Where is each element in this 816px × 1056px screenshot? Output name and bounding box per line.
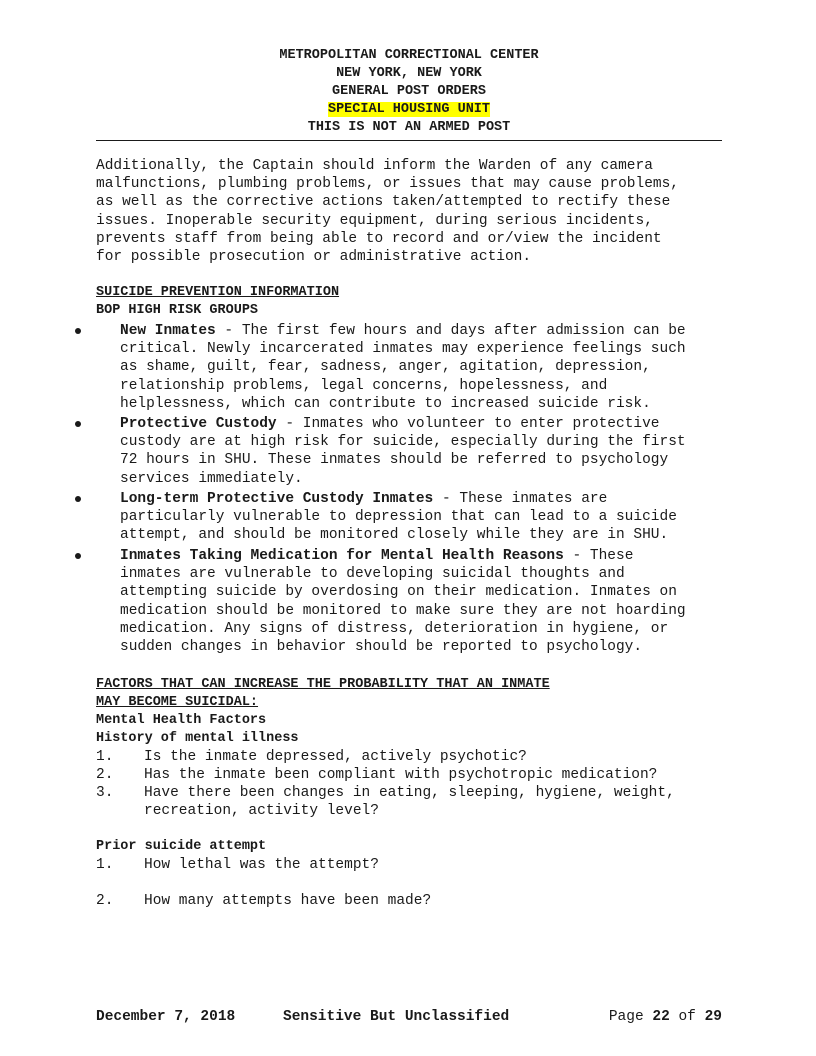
intro-paragraph: Additionally, the Captain should inform the Warden of any camera malfunctions, plumbing problems, or issues that may cause problems, as well as the corrective actions taken/attempted to rectify these issues. Inoperable security equipment, during serious incidents, prevents staff from being able to record and or/view the incident for possible prosecution or administrative action. [96, 158, 679, 266]
list-item-text: Is the inmate depressed, actively psychotic? [144, 749, 527, 765]
bullet-term: New Inmates [120, 323, 216, 339]
page-label: Page [608, 1009, 644, 1025]
page-of: of [678, 1009, 696, 1025]
footer-page-number [609, 1008, 722, 1026]
bullet-body: - These inmates are particularly vulnerable to depression that can lead to a suicide attempt, and should be monitored closely while they are in SHU. [120, 491, 677, 544]
mental-health-factors-heading: Mental Health Factors [96, 713, 267, 728]
header-post-orders: GENERAL POST ORDERS [332, 84, 486, 99]
prior-suicide-attempt-heading: Prior suicide attempt [96, 839, 267, 854]
list-item-text: How lethal was the attempt? [144, 857, 379, 873]
factors-title-line1: FACTORS THAT CAN INCREASE THE PROBABILITY THAT AN INMATE [96, 677, 550, 692]
bullet-dot [68, 415, 88, 433]
bullet-dot [68, 322, 88, 340]
bullet-term: Long-term Protective Custody Inmates [120, 491, 434, 507]
bullet-term: Protective Custody [120, 416, 277, 432]
header-unit [96, 101, 722, 119]
page-current: 22 [652, 1009, 670, 1025]
list-item-text: How many attempts have been made? [144, 893, 432, 909]
bullet-dot [68, 490, 88, 508]
bullet-new-inmates [120, 322, 770, 413]
header-location: NEW YORK, NEW YORK [336, 66, 482, 81]
header-facility: METROPOLITAN CORRECTIONAL CENTER [279, 48, 539, 63]
factors-title-line2: MAY BECOME SUICIDAL: [96, 695, 259, 710]
page-footer [96, 1008, 722, 1026]
header-unit-highlight: SPECIAL HOUSING UNIT [327, 102, 491, 117]
bullet-long-term-pc [120, 490, 770, 545]
high-risk-groups-title: BOP HIGH RISK GROUPS [96, 303, 259, 318]
footer-date: December 7, 2018 [96, 1009, 236, 1025]
history-mental-illness-heading: History of mental illness [96, 731, 299, 746]
header-divider [96, 140, 722, 141]
list-item-text: Have there been changes in eating, sleeping, hygiene, weight, recreation, activity level? [144, 785, 675, 820]
list-number: 1. [96, 749, 114, 765]
bullet-dot [68, 547, 88, 565]
document-header [96, 47, 722, 137]
bullet-medication [120, 547, 770, 656]
bullet-term: Inmates Taking Medication for Mental Health Reasons [120, 548, 564, 564]
footer-classification: Sensitive But Unclassified [283, 1009, 510, 1025]
bullet-body: - Inmates who volunteer to enter protective custody are at high risk for suicide, especially during the first 72 hours in SHU. These inmates should be referred to psychology services immediately. [120, 416, 686, 487]
page-total: 29 [704, 1009, 722, 1025]
list-number: 1. [96, 857, 114, 873]
bullet-protective-custody [120, 415, 770, 488]
bullet-body: - The first few hours and days after admission can be critical. Newly incarcerated inmates may experience feelings such as shame, guilt, fear, sadness, anger, agitation, depression, relationship problems, legal concerns, hopelessness, and helplessness, which can contribute to increased suicide risk. [120, 323, 686, 412]
bullet-body: - These inmates are vulnerable to developing suicidal thoughts and attempting suicide by overdosing on their medication. Inmates on medication should be monitored to make sure they are not hoarding medication. Any signs of distress, deterioration in hygiene, or sudden changes in behavior should be reported to psychology. [120, 548, 686, 656]
suicide-section-title: SUICIDE PREVENTION INFORMATION [96, 285, 340, 300]
header-armed-status: THIS IS NOT AN ARMED POST [307, 120, 511, 135]
list-number: 3. [96, 785, 114, 801]
list-number: 2. [96, 767, 114, 783]
list-number: 2. [96, 893, 114, 909]
list-item-text: Has the inmate been compliant with psychotropic medication? [144, 767, 658, 783]
